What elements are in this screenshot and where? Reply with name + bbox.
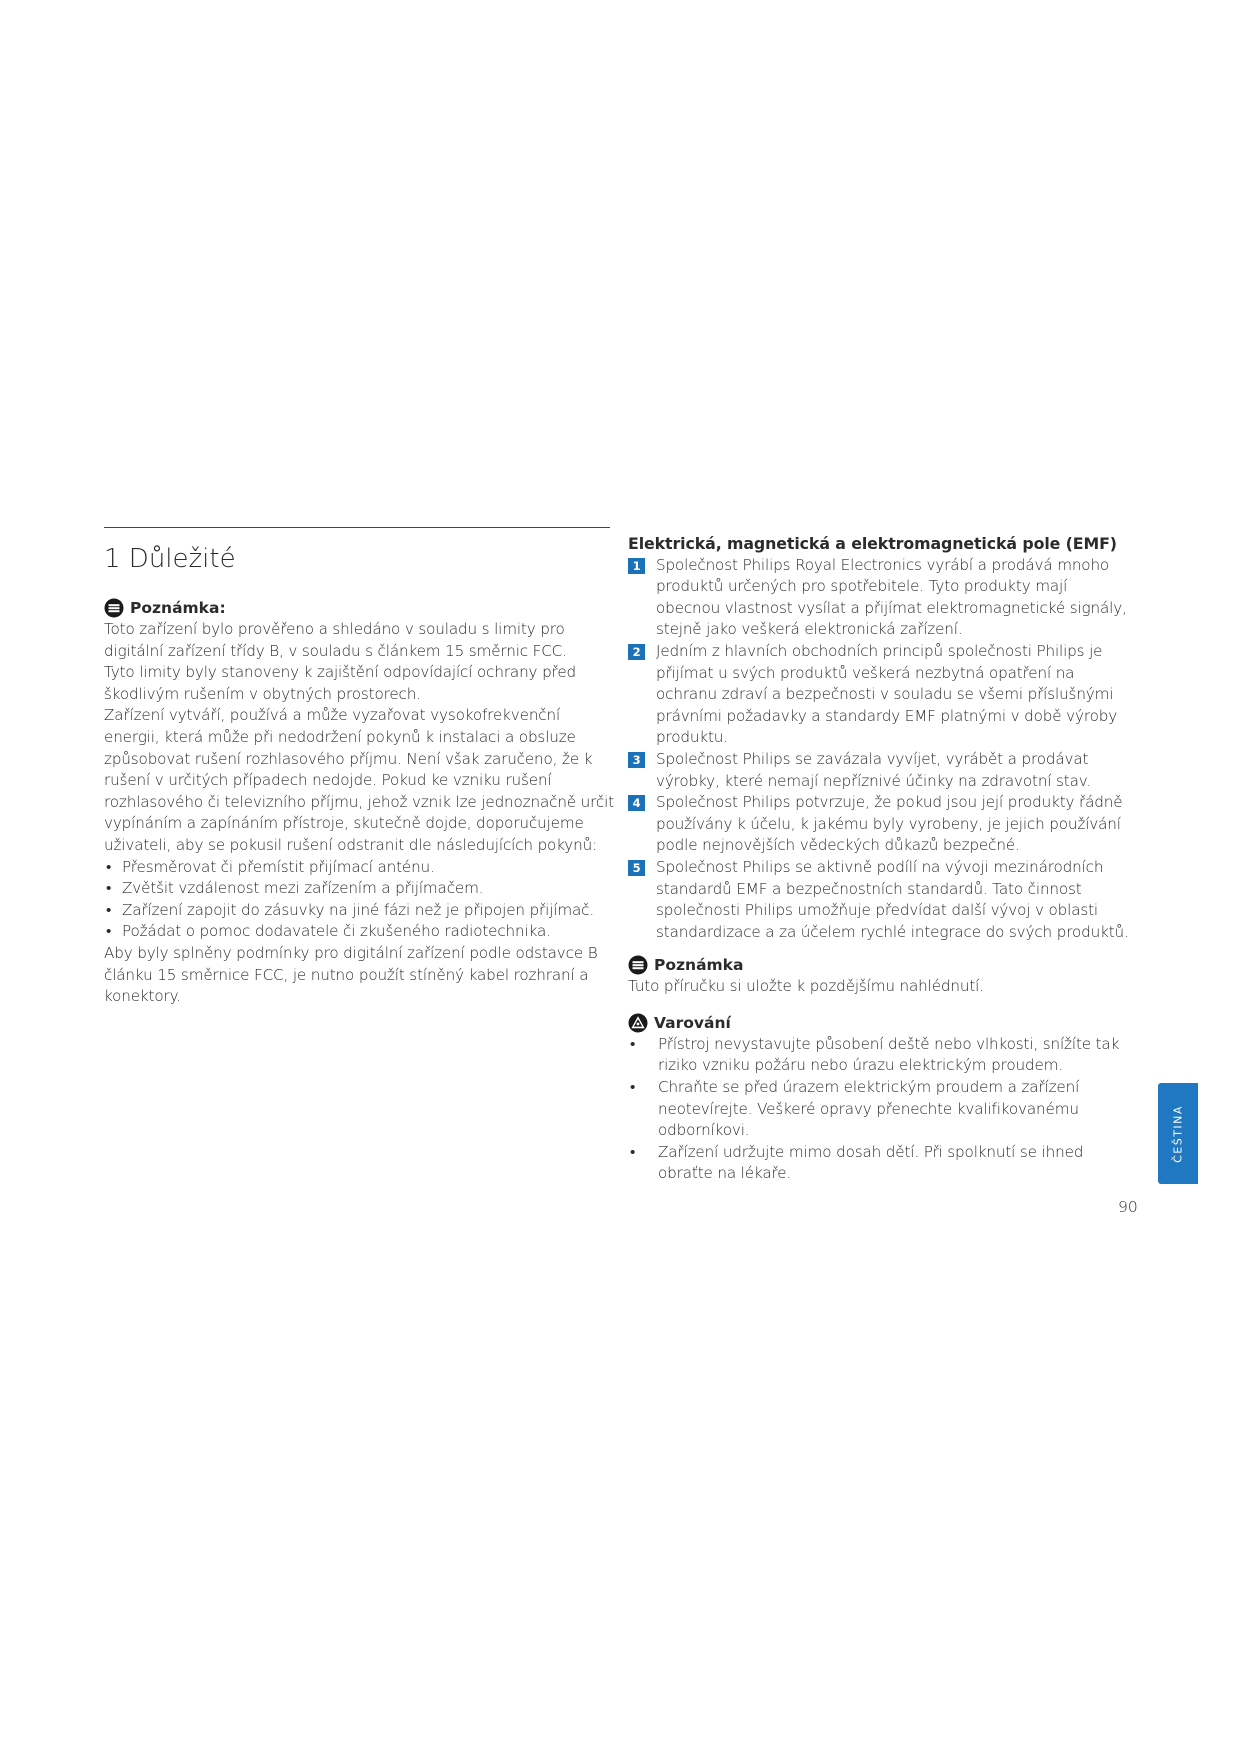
note-title: Poznámka: [130, 599, 226, 617]
warning-title: Varování [654, 1013, 731, 1032]
list-item-text: Zařízení zapojit do zásuvky na jiné fázi než je připojen přijímač. [122, 900, 595, 919]
note-icon [628, 955, 648, 975]
note-block [628, 954, 1133, 998]
warning-item: • Chraňte se před úrazem elektrickým proudem a zařízení neotevírejte. Veškeré opravy přenechte kvalifikovanému odborníkovi. [628, 1077, 1133, 1142]
section-rule [104, 527, 610, 528]
paragraph: Zařízení vytváří, používá a může vyzařovat vysokofrekvenční energii, která může při nedodržení pokynů k instalaci a obsluze způsobovat rušení rozhlasového příjmu. Není však zaručeno, že k rušení v určitých případech nedojde. Pokud ke vzniku rušení rozhlasového či televizního příjmu, jehož vznik lze jednoznačně určit vypínáním a zapínáním přístroje, skutečně dojde, doporučujeme uživateli, aby se pokusil rušení odstranit dle následujících pokynů: [104, 706, 614, 854]
note-title: Poznámka [654, 956, 744, 975]
warning-item: • Přístroj nevystavujte působení deště nebo vlhkosti, snížíte tak riziko vzniku požáru nebo úrazu elektrickým proudem. [628, 1034, 1133, 1077]
note-icon [104, 598, 124, 618]
number-badge: 4 [628, 795, 645, 811]
emf-item-text: Společnost Philips Royal Electronics vyrábí a prodává mnoho produktů určených pro spotřebitele. Tyto produkty mají obecnou vlastnost vysílat a přijímat elektromagnetické signály, stejně jako veškerá elektronická zařízení. [656, 555, 1127, 639]
emf-item-text: Společnost Philips se aktivně podílí na vývoji mezinárodních standardů EMF a bezpečnostních standardů. Tato činnost společnosti Philips umožňuje předvídat další vývoj v oblasti standardizace a za účelem rychlé integrace do svých produktů. [656, 857, 1129, 941]
warning-block [628, 1012, 1133, 1185]
warning-item: • Zařízení udržujte mimo dosah dětí. Při spolknutí se ihned obraťte na lékaře. [628, 1142, 1133, 1185]
emf-title: Elektrická, magnetická a elektromagnetická pole (EMF) [628, 534, 1117, 553]
list-item: • Zařízení zapojit do zásuvky na jiné fázi než je připojen přijímač. [104, 900, 614, 922]
note-header [104, 597, 226, 619]
warning-icon [628, 1013, 648, 1033]
number-badge: 2 [628, 644, 645, 660]
emf-item [628, 792, 1133, 857]
number-badge: 3 [628, 752, 645, 768]
left-body [104, 619, 614, 1008]
right-column [628, 533, 1133, 1185]
emf-item [628, 641, 1133, 749]
language-tab [1158, 1083, 1198, 1184]
emf-item [628, 749, 1133, 792]
note-text: Tuto příručku si uložte k pozdějšímu nahlédnutí. [628, 977, 984, 996]
list-item-text: Požádat o pomoc dodavatele či zkušeného radiotechnika. [122, 922, 551, 941]
page-heading: 1 Důležité [104, 544, 236, 574]
list-item: • Požádat o pomoc dodavatele či zkušeného radiotechnika. [104, 921, 614, 943]
paragraph: Aby byly splněny podmínky pro digitální zařízení podle odstavce B článku 15 směrnice FCC, je nutno použít stíněný kabel rozhraní a konektory. [104, 943, 598, 1006]
number-badge: 1 [628, 558, 645, 574]
warning-item-text: Chraňte se před úrazem elektrickým proudem a zařízení neotevírejte. Veškeré opravy přenechte kvalifikovanému odborníkovi. [658, 1078, 1080, 1140]
emf-item-text: Společnost Philips se zavázala vyvíjet, vyrábět a prodávat výrobky, které nemají nepříznivé účinky na zdravotní stav. [656, 749, 1092, 790]
note-header [628, 954, 1133, 976]
number-badge: 5 [628, 860, 645, 876]
list-item: • Přesměrovat či přemístit přijímací anténu. [104, 857, 614, 879]
page-number: 90 [1118, 1198, 1138, 1216]
list-item-text: Zvětšit vzdálenost mezi zařízením a přijímačem. [122, 879, 484, 898]
emf-item [628, 857, 1133, 943]
language-tab-label: ČEŠTINA [1171, 1104, 1185, 1163]
paragraph: Tyto limity byly stanoveny k zajištění odpovídající ochrany před škodlivým rušením v obytných prostorech. [104, 663, 577, 703]
warning-item-text: Přístroj nevystavujte působení deště nebo vlhkosti, snížíte tak riziko vzniku požáru nebo úrazu elektrickým proudem. [658, 1034, 1120, 1075]
warning-item-text: Zařízení udržujte mimo dosah dětí. Při spolknutí se ihned obraťte na lékaře. [658, 1142, 1084, 1183]
warning-header [628, 1012, 1133, 1034]
paragraph: Toto zařízení bylo prověřeno a shledáno v souladu s limity pro digitální zařízení třídy B, v souladu s článkem 15 směrnic FCC. [104, 620, 567, 660]
emf-item [628, 555, 1133, 641]
emf-item-text: Společnost Philips potvrzuje, že pokud jsou její produkty řádně používány k účelu, k jakému byly vyrobeny, je jejich používání podle nejnovějších vědeckých důkazů bezpečné. [656, 793, 1123, 855]
list-item: • Zvětšit vzdálenost mezi zařízením a přijímačem. [104, 878, 614, 900]
list-item-text: Přesměrovat či přemístit přijímací anténu. [122, 857, 435, 876]
emf-item-text: Jedním z hlavních obchodních principů společnosti Philips je přijímat u svých produktů veškerá nezbytná opatření na ochranu zdraví a bezpečnosti v souladu se všemi příslušnými právními požadavky a standardy EMF platnými v době výroby produktu. [656, 641, 1118, 747]
